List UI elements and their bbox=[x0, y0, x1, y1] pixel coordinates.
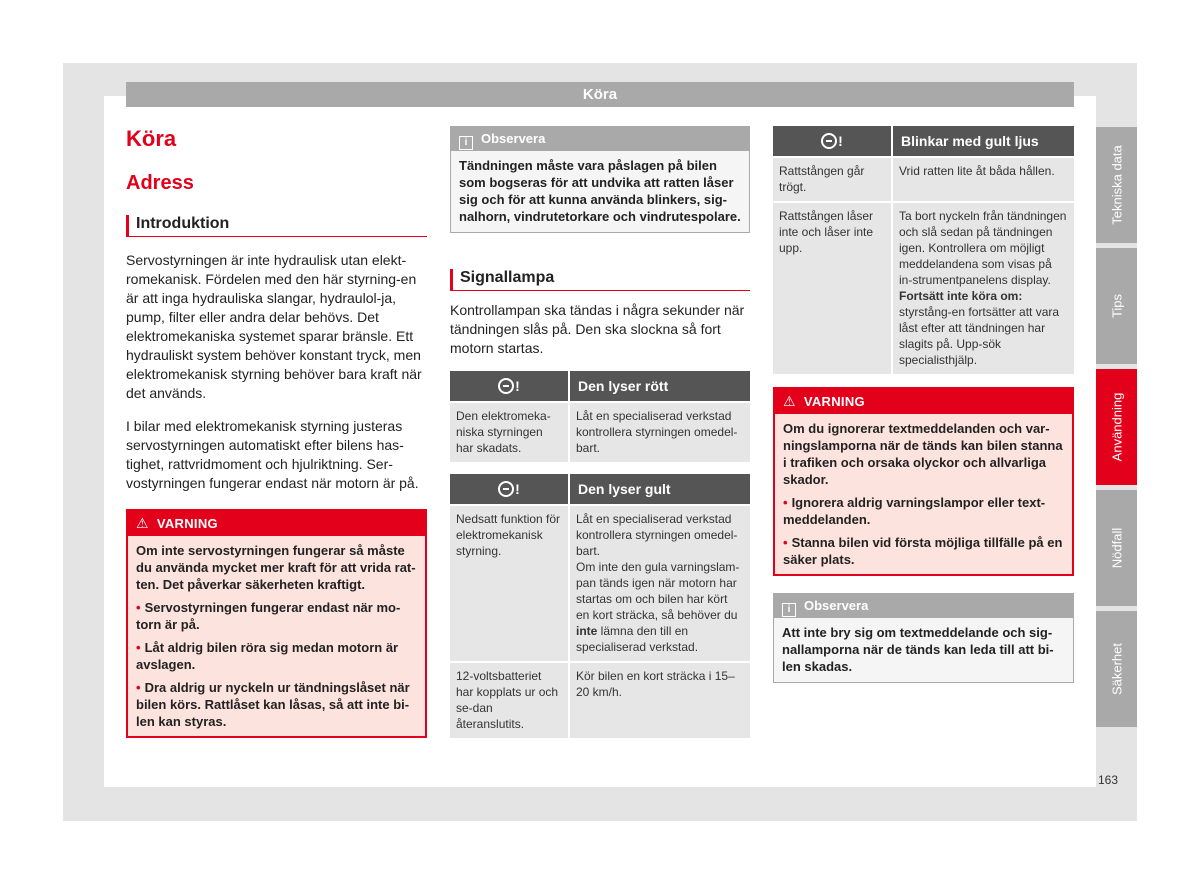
warning-box-messages bbox=[773, 387, 1074, 576]
table-cell-action: Kör bilen en kort sträcka i 15–20 km/h. bbox=[568, 661, 750, 738]
warning-label: VARNING bbox=[156, 516, 218, 531]
table-row bbox=[450, 504, 750, 661]
bullet-icon: • bbox=[783, 535, 788, 550]
bullet-icon: • bbox=[136, 680, 141, 695]
table-cell-action: Vrid ratten lite åt båda hållen. bbox=[891, 156, 1074, 201]
warning-header bbox=[775, 389, 1072, 414]
table-header: Blinkar med gult ljus bbox=[891, 126, 1074, 156]
table-cell-action: Låt en specialiserad verkstad kontrollera styrningen omedel-bart. bbox=[568, 401, 750, 462]
table-row bbox=[773, 156, 1074, 201]
warning-item: • Servostyrningen fungerar endast när mo-torn är på. bbox=[136, 600, 401, 632]
warning-header bbox=[128, 511, 425, 536]
page-number: 163 bbox=[1098, 773, 1119, 787]
column-2 bbox=[450, 126, 750, 738]
table-red-light bbox=[450, 371, 750, 462]
table-row bbox=[773, 201, 1074, 374]
tab-sakerhet[interactable]: Säkerhet bbox=[1096, 611, 1137, 727]
tab-anvandning[interactable]: Användning bbox=[1096, 369, 1137, 485]
table-cell-cause: Rattstången går trögt. bbox=[773, 156, 891, 201]
page-subtitle: Adress bbox=[126, 172, 194, 194]
table-blinking-yellow bbox=[773, 126, 1074, 374]
table-header: Den lyser gult bbox=[568, 474, 750, 504]
note-label: Observera bbox=[481, 131, 546, 146]
note-box-messages bbox=[773, 593, 1074, 683]
note-header bbox=[451, 127, 749, 151]
warning-item: • Låt aldrig bilen röra sig medan motorn är avslagen. bbox=[136, 640, 399, 672]
warning-triangle-icon: ⚠ bbox=[783, 393, 796, 409]
warning-item: • Ignorera aldrig varningslampor eller text-meddelanden. bbox=[783, 495, 1046, 527]
chapter-header: Köra bbox=[126, 82, 1074, 107]
note-header bbox=[774, 594, 1073, 618]
steering-warning-icon: ! bbox=[773, 126, 891, 156]
table-cell-cause: 12-voltsbatteriet har kopplats ur och se-dan återanslutits. bbox=[450, 661, 568, 738]
table-row bbox=[450, 401, 750, 462]
column-1 bbox=[126, 120, 427, 738]
table-cell-action: Låt en specialiserad verkstad kontrollera styrningen omedel-bart. Om inte den gula varningslam-pan tänds igen när motorn har startas om och bilen har kört en kort sträcka, så behöver du inte lämna den till en specialiserad verkstad. bbox=[568, 504, 750, 661]
note-text: Att inte bry sig om textmeddelande och sig-nallamporna när de tänds kan leda till att bi-len skadas. bbox=[782, 625, 1054, 674]
note-text: Tändningen måste vara påslagen på bilen som bogseras för att undvika att ratten låser sig och för att kunna använda blinkers, sig-nalhorn, vindrutetorkare och vindrutespolare. bbox=[459, 158, 741, 224]
table-header: Den lyser rött bbox=[568, 371, 750, 401]
info-icon: i bbox=[782, 603, 796, 617]
warning-intro: Om inte servostyrningen fungerar så måste du använda mycket mer kraft för att vrida rat-ten. Det påverkar säkerheten kraftigt. bbox=[136, 543, 416, 592]
bullet-icon: • bbox=[136, 600, 141, 615]
warning-item: • Stanna bilen vid första möjliga tillfälle på en säker plats. bbox=[783, 535, 1063, 567]
tab-tekniska-data[interactable]: Tekniska data bbox=[1096, 127, 1137, 243]
page-title: Köra bbox=[126, 126, 177, 151]
table-cell-cause: Nedsatt funktion för elektromekanisk styrning. bbox=[450, 504, 568, 661]
warning-item: • Dra aldrig ur nyckeln ur tändningslåset när bilen körs. Rattlåset kan låsas, så att inte bi-len kan styras. bbox=[136, 680, 410, 729]
intro-paragraph-1: Servostyrningen är inte hydraulisk utan elekt-romekanisk. Fördelen med den här styrning-en är att inga hydrauliska slangar, hydraulol-ja, pump, filter eller andra delar behövs. Det elektromekaniska systemet sparar bränsle. Ett hydrauliskt system behöver konstant tryck, men elektromekanisk styrning behöver bara kraft när det används. bbox=[126, 252, 422, 401]
intro-paragraph-2: I bilar med elektromekanisk styrning justeras servostyrningen automatiskt efter bilens has-tighet, rattvridmoment och hjulriktning. Ser-vostyrningen fungerar endast när motorn är på. bbox=[126, 418, 419, 491]
info-icon: i bbox=[459, 136, 473, 150]
note-label: Observera bbox=[804, 598, 869, 613]
column-3 bbox=[773, 126, 1074, 683]
warning-label: VARNING bbox=[803, 394, 865, 409]
note-box-towing bbox=[450, 126, 750, 233]
section-heading-signallampa: Signallampa bbox=[450, 269, 750, 291]
bullet-icon: • bbox=[783, 495, 788, 510]
signallampa-paragraph: Kontrollampan ska tändas i några sekunder när tändningen slås på. Den ska slockna så fort motorn startas. bbox=[450, 302, 745, 356]
table-row bbox=[450, 661, 750, 738]
warning-triangle-icon: ⚠ bbox=[136, 515, 149, 531]
warning-intro: Om du ignorerar textmeddelanden och var-ningslamporna när de tänds kan bilen stanna i trafiken och orsaka olyckor och allvarliga skador. bbox=[783, 421, 1063, 487]
warning-box-servo bbox=[126, 509, 427, 738]
section-heading-introduktion: Introduktion bbox=[126, 215, 427, 237]
table-cell-action: Ta bort nyckeln från tändningen och slå sedan på tändningen igen. Kontrollera om möjligt meddelandena som visas på in-strumentpanelens display. Fortsätt inte köra om: styrstång-en fortsätter att vara låst efter att tändningen har slagits på. Upp-sök specialisthjälp. bbox=[891, 201, 1074, 374]
steering-warning-icon: ! bbox=[450, 371, 568, 401]
table-yellow-light bbox=[450, 474, 750, 738]
table-cell-cause: Den elektromeka-niska styrningen har skadats. bbox=[450, 401, 568, 462]
tab-tips[interactable]: Tips bbox=[1096, 248, 1137, 364]
steering-warning-icon: ! bbox=[450, 474, 568, 504]
tab-nodfall[interactable]: Nödfall bbox=[1096, 490, 1137, 606]
table-cell-cause: Rattstången låser inte och låser inte upp. bbox=[773, 201, 891, 374]
bullet-icon: • bbox=[136, 640, 141, 655]
